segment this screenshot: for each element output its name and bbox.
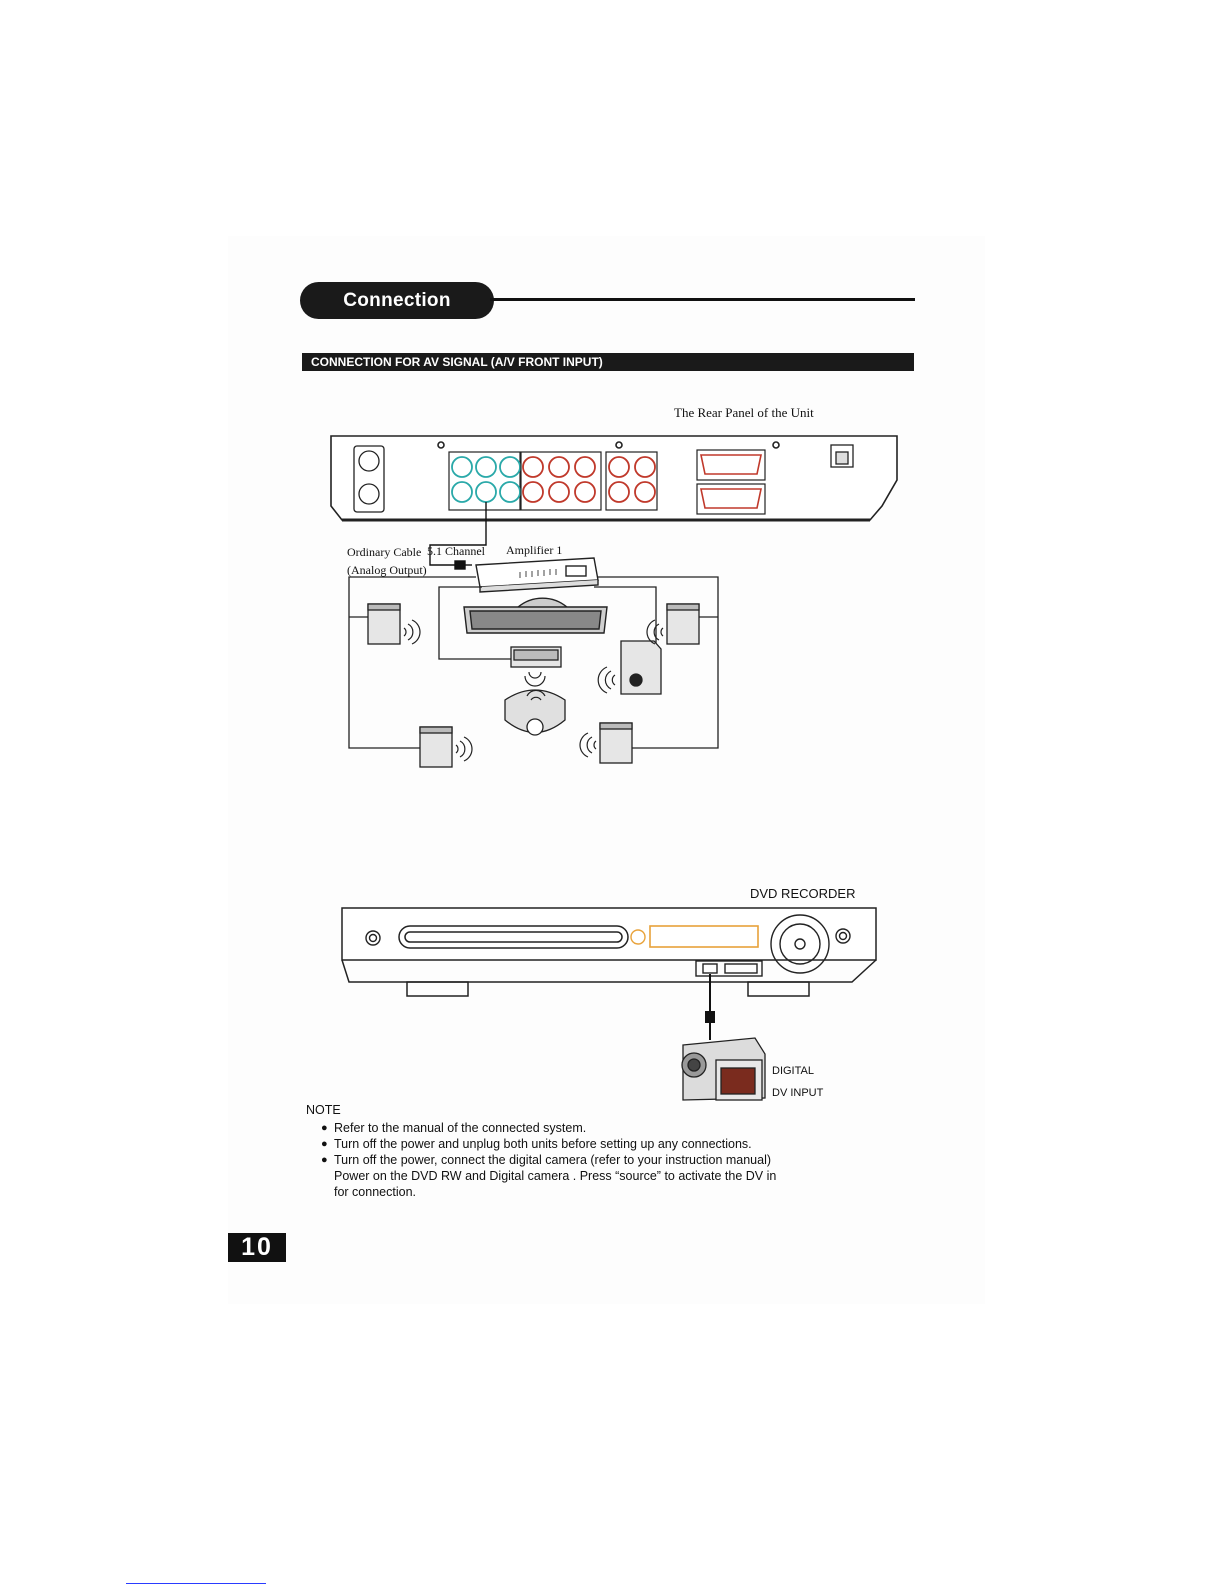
note-item-line: for connection. xyxy=(334,1185,416,1199)
camera-label-sub: DV INPUT xyxy=(772,1087,824,1099)
note-item-line: Power on the DVD RW and Digital camera . Press “source” to activate the DV in xyxy=(334,1169,777,1183)
note-item-line: Turn off the power, connect the digital camera (refer to your instruction manual) xyxy=(334,1153,772,1167)
front-dv-port xyxy=(696,961,762,976)
note-item: ● Refer to the manual of the connected system. xyxy=(321,1120,874,1136)
camera-label: DIGITAL xyxy=(772,1065,814,1077)
note-item: ● Turn off the power and unplug both units before setting up any connections. xyxy=(321,1136,874,1152)
dvd-recorder xyxy=(342,908,876,996)
cable-label: Ordinary Cable xyxy=(347,545,422,559)
digital-camera xyxy=(682,1038,765,1100)
note-list xyxy=(321,1120,874,1200)
footer-link-underline xyxy=(126,1583,266,1584)
cable-label-sub: (Analog Output) xyxy=(347,563,427,577)
section-title: Connection xyxy=(300,282,494,319)
rear-panel-caption: The Rear Panel of the Unit xyxy=(674,405,814,420)
channel-label: 5.1 Channel xyxy=(427,544,485,558)
note-item xyxy=(321,1152,874,1200)
note-heading: NOTE xyxy=(306,1103,341,1117)
amplifier-label: Amplifier 1 xyxy=(506,543,563,557)
subsection-title: CONNECTION FOR AV SIGNAL (A/V FRONT INPUT) xyxy=(302,353,914,371)
recorder-caption: DVD RECORDER xyxy=(750,886,856,901)
page-number: 10 xyxy=(228,1233,286,1262)
dv-cable xyxy=(706,974,714,1040)
